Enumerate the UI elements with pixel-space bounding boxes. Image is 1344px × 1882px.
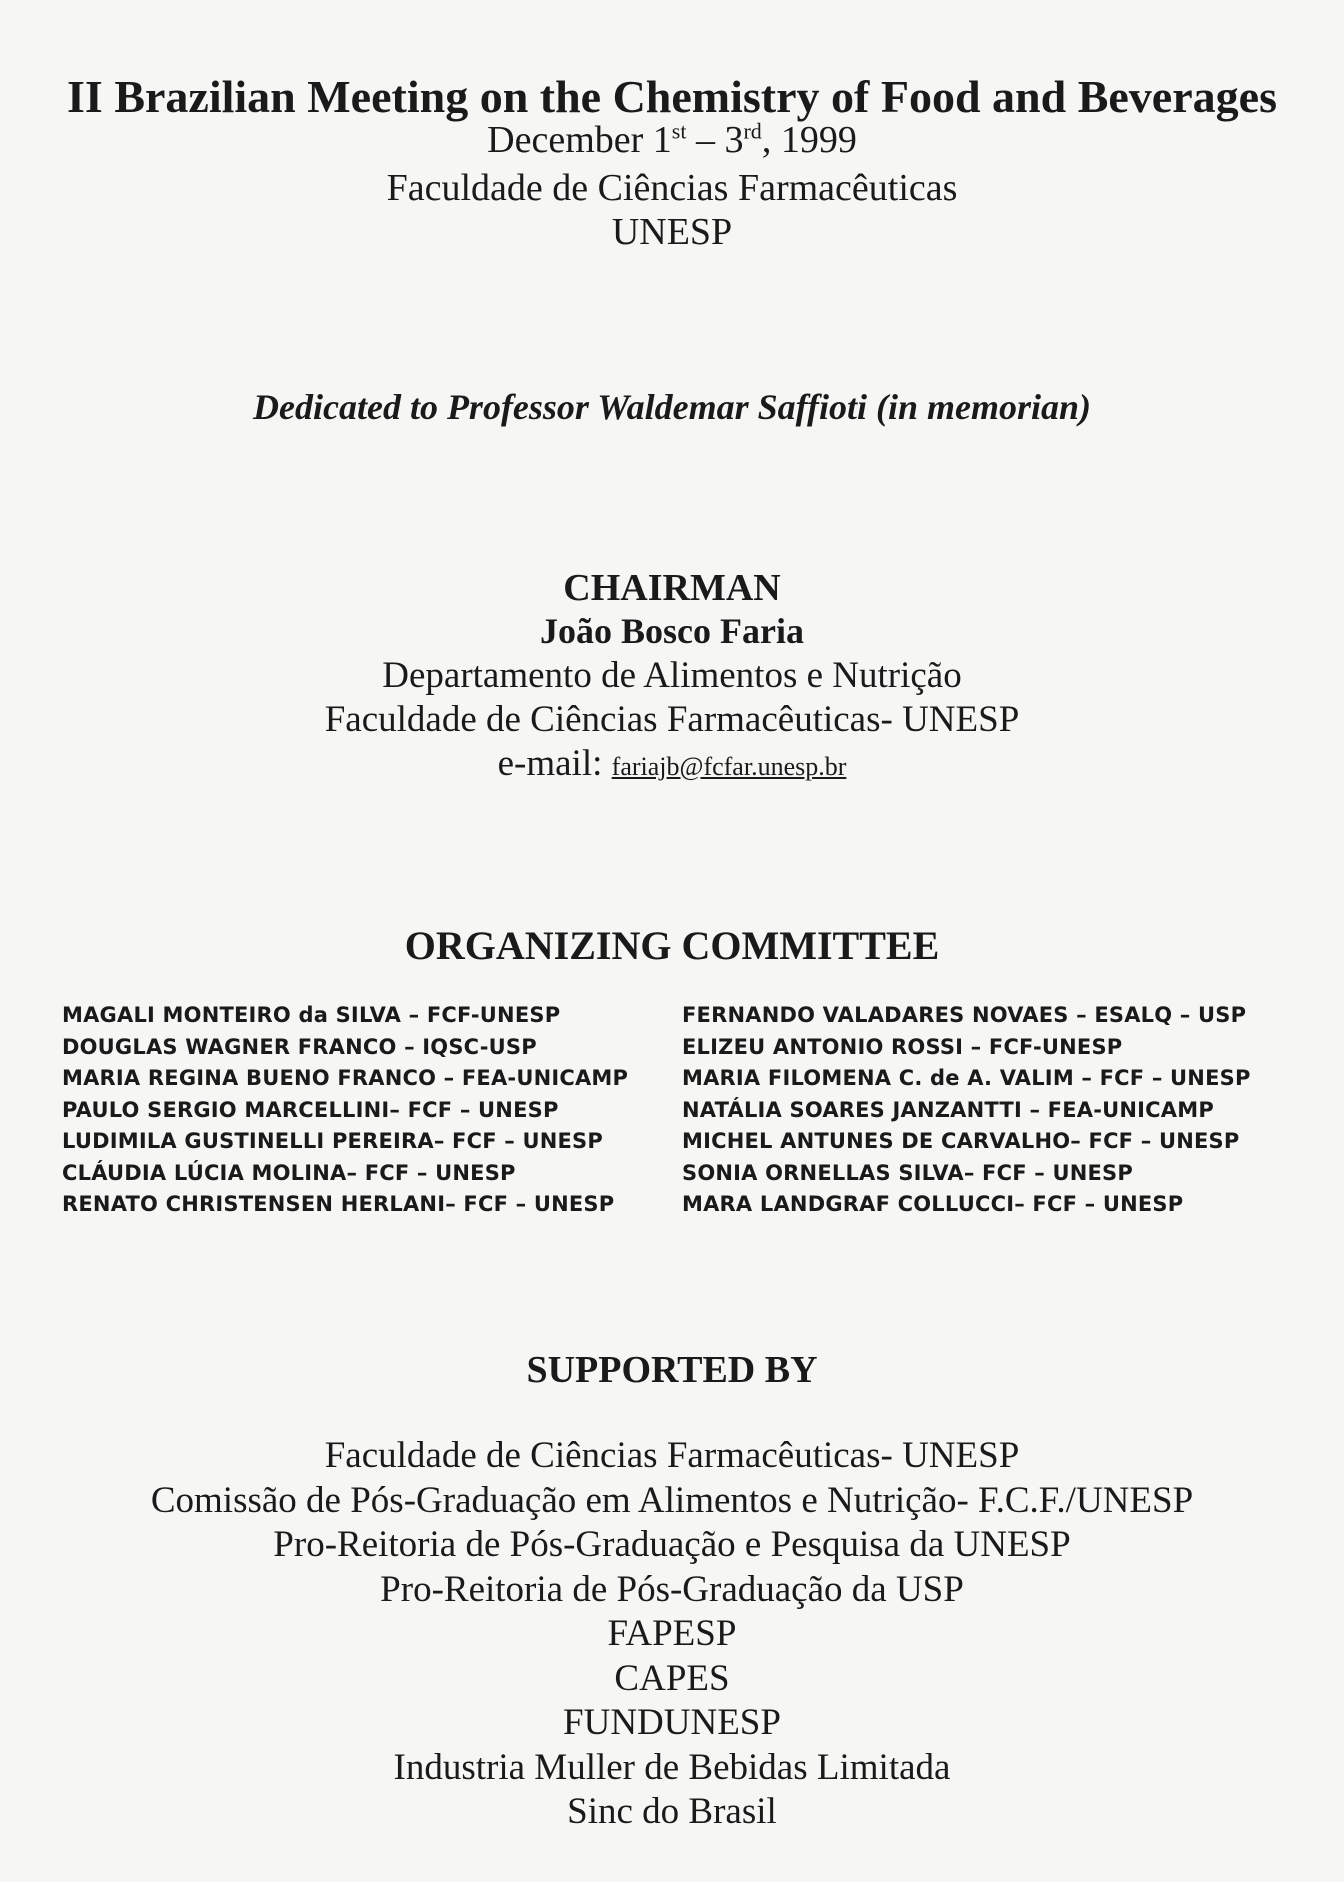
committee-member: DOUGLAS WAGNER FRANCO – IQSC-USP (62, 1034, 537, 1059)
committee-member: FERNANDO VALADARES NOVAES – ESALQ – USP (682, 1003, 1247, 1027)
chairman-faculty: Faculdade de Ciências Farmacêuticas- UNESP (324, 699, 1020, 740)
committee-member: RENATO CHRISTENSEN HERLANI– FCF – UNESP (62, 1192, 615, 1216)
committee-member: CLÁUDIA LÚCIA MOLINA– FCF – UNESP (62, 1160, 516, 1185)
committee-member: MARIA FILOMENA C. de A. VALIM – FCF – UNESP (682, 1066, 1251, 1090)
supporter-item: Pro-Reitoria de Pós-Graduação da USP (380, 1568, 964, 1610)
supporter-item: FUNDUNESP (563, 1702, 781, 1743)
supporter-item: Sinc do Brasil (567, 1791, 777, 1832)
meeting-title: II Brazilian Meeting on the Chemistry of Food and Beverages (67, 71, 1277, 122)
supporter-item: Faculdade de Ciências Farmacêuticas- UNESP (324, 1435, 1020, 1476)
committee-member: LUDIMILA GUSTINELLI PEREIRA– FCF – UNESP (62, 1129, 603, 1153)
meeting-date (0, 118, 1344, 162)
date-prefix: December 1 (487, 119, 672, 161)
committee-left-column (62, 1000, 628, 1221)
supported-by-heading: SUPPORTED BY (526, 1349, 818, 1391)
committee-right-column (682, 1000, 1251, 1221)
organizing-committee-heading: ORGANIZING COMMITTEE (404, 923, 940, 968)
email-link[interactable]: fariajb@fcfar.unesp.br (611, 752, 847, 781)
committee-member: MAGALI MONTEIRO da SILVA – FCF-UNESP (62, 1003, 561, 1027)
committee-member: MARIA REGINA BUENO FRANCO – FEA-UNICAMP (62, 1066, 629, 1090)
chairman-department: Departamento de Alimentos e Nutrição (382, 655, 962, 696)
supporter-item: CAPES (614, 1657, 730, 1699)
date-suffix: , 1999 (761, 119, 857, 161)
committee-member: ELIZEU ANTONIO ROSSI – FCF-UNESP (682, 1034, 1123, 1059)
chairman-heading: CHAIRMAN (563, 567, 781, 609)
chairman-email-line (0, 742, 1344, 785)
email-label: e-mail: (497, 743, 612, 784)
host-university: UNESP (611, 211, 733, 253)
committee-member: PAULO SERGIO MARCELLINI– FCF – UNESP (62, 1097, 559, 1122)
dedication: Dedicated to Professor Waldemar Saffioti (in memorian) (253, 387, 1091, 427)
supporter-item: Industria Muller de Bebidas Limitada (393, 1746, 951, 1788)
supporter-item: Comissão de Pós-Graduação em Alimentos e Nutrição- F.C.F./UNESP (150, 1479, 1194, 1521)
host-faculty: Faculdade de Ciências Farmacêuticas (386, 167, 958, 209)
supporter-item: FAPESP (607, 1613, 737, 1654)
committee-member: SONIA ORNELLAS SILVA– FCF – UNESP (682, 1160, 1133, 1185)
committee-member: NATÁLIA SOARES JANZANTTI – FEA-UNICAMP (682, 1097, 1214, 1122)
supporters-list (0, 1434, 1344, 1835)
date-ordinal-end: rd (743, 118, 762, 144)
date-ordinal-start: st (671, 118, 687, 144)
supporter-item: Pro-Reitoria de Pós-Graduação e Pesquisa da UNESP (273, 1524, 1071, 1565)
chairman-name: João Bosco Faria (540, 611, 804, 651)
committee-member: MICHEL ANTUNES DE CARVALHO– FCF – UNESP (682, 1129, 1240, 1153)
committee-member: MARA LANDGRAF COLLUCCI– FCF – UNESP (682, 1192, 1184, 1216)
date-middle: – 3 (686, 119, 744, 161)
